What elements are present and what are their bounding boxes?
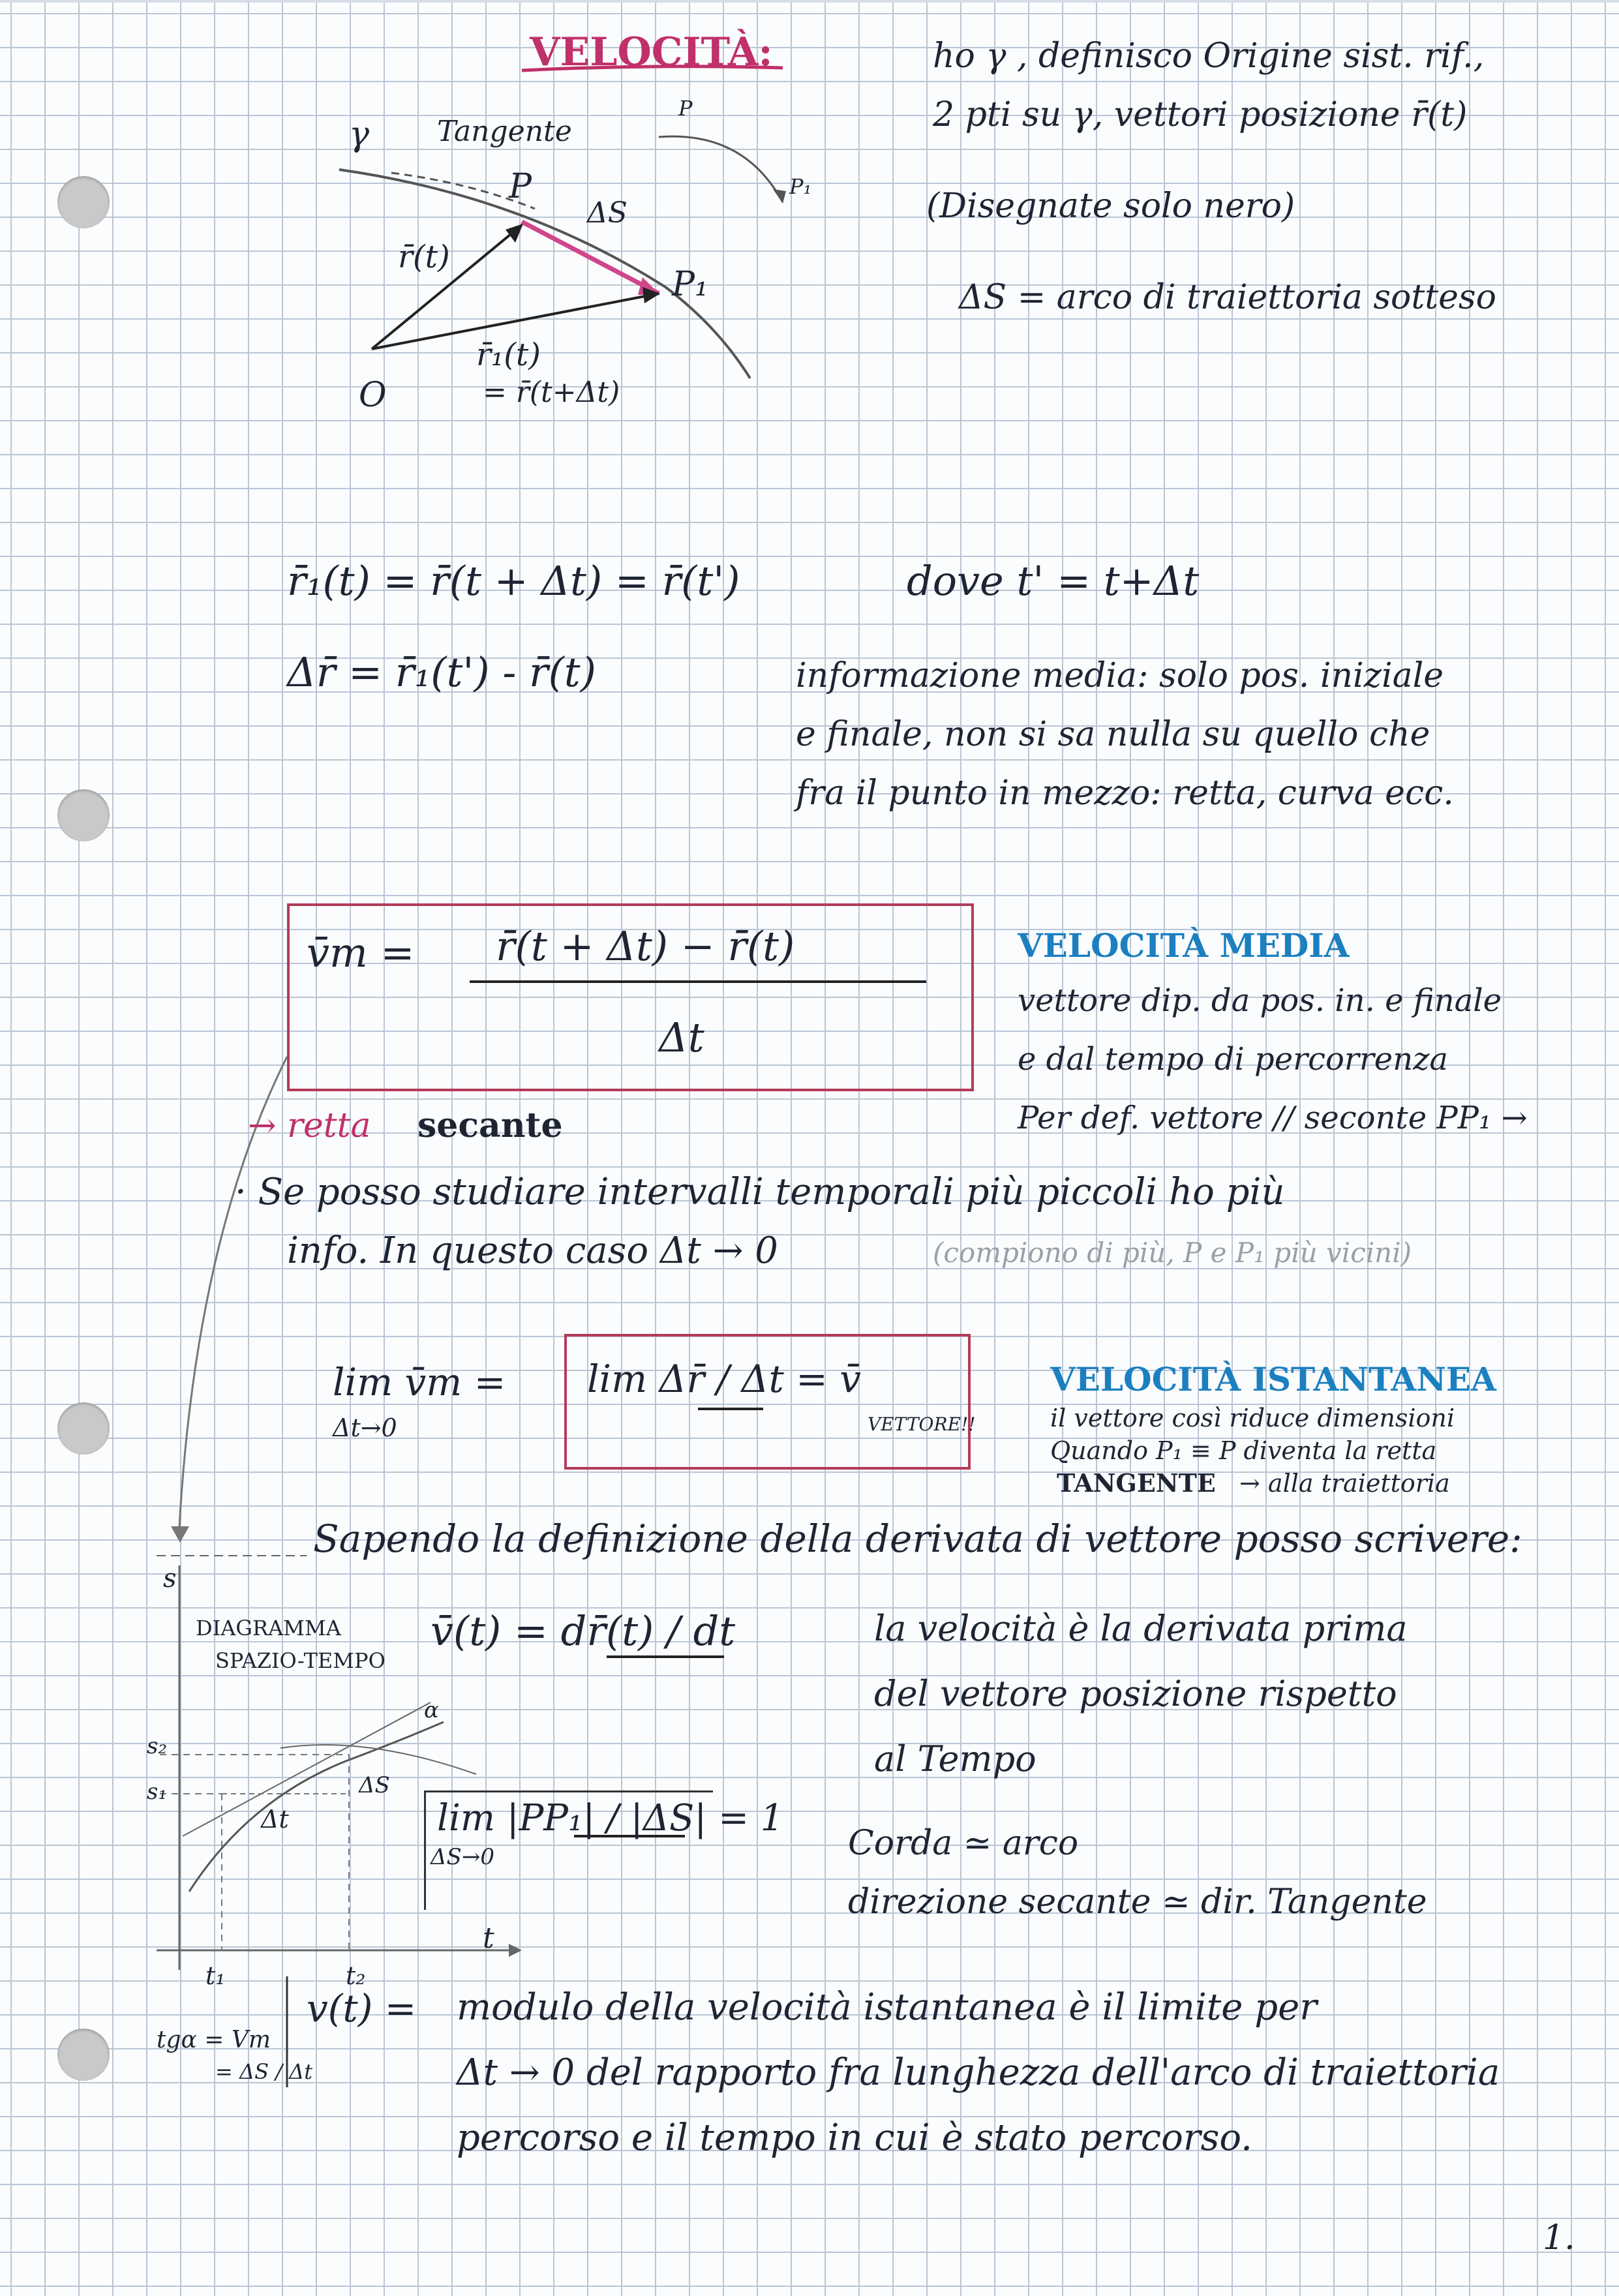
note-top-2: 2 pti su γ, vettori posizione r̄(t) xyxy=(933,95,1468,134)
limit-rhs: lim Δr̄ / Δt = v̄ xyxy=(587,1357,861,1401)
chord-limit-equation: lim |PP₁| / |ΔS| = 1 xyxy=(437,1797,784,1839)
secant-label: secante xyxy=(417,1106,563,1145)
graph-title-2: SPAZIO-TEMPO xyxy=(215,1648,386,1673)
instant-velocity-desc-1: il vettore così riduce dimensioni xyxy=(1050,1404,1455,1432)
mean-velocity-desc-3: Per def. vettore // seconte PP₁ → xyxy=(1018,1100,1528,1136)
instant-velocity-box xyxy=(564,1334,971,1470)
origin-label: O xyxy=(359,376,387,415)
derivative-desc-3: al Tempo xyxy=(874,1738,1036,1779)
derivative-equation: v̄(t) = dr̄(t) / dt xyxy=(431,1607,736,1655)
chord-note-2: direzione secante ≃ dir. Tangente xyxy=(848,1882,1427,1922)
note-top-4: ΔS = arco di traiettoria sotteso xyxy=(959,278,1496,317)
mean-velocity-numerator: r̄(t + Δt) − r̄(t) xyxy=(496,922,795,970)
graph-t1-label: t₁ xyxy=(205,1961,226,1990)
graph-s2-label: s₂ xyxy=(147,1733,168,1759)
delta-s-label: ΔS xyxy=(587,196,628,230)
instant-velocity-desc-3: → alla traiettoria xyxy=(1239,1469,1450,1498)
bullet-line-1: · Se posso studiare intervalli temporali più piccoli ho più xyxy=(235,1171,1285,1213)
r1-t-label: r̄₁(t) xyxy=(476,337,541,373)
equation-1-note: dove t' = t+Δt xyxy=(907,557,1200,605)
modulus-lhs: v(t) = xyxy=(307,1986,417,2031)
mean-velocity-desc-2: e dal tempo di percorrenza xyxy=(1018,1041,1449,1078)
derivative-desc-1: la velocità è la derivata prima xyxy=(874,1608,1408,1649)
inset-p1-label: P₁ xyxy=(789,174,812,199)
tg-alpha-ratio: = ΔS / Δt xyxy=(215,2059,313,2084)
bullet-line-2: info. In questo caso Δt → 0 xyxy=(287,1230,778,1272)
graph-s1-label: s₁ xyxy=(147,1779,168,1805)
modulus-line-2: Δt → 0 del rapporto fra lunghezza dell'arco di traiettoria xyxy=(457,2051,1500,2094)
graph-delta-t-label: Δt xyxy=(261,1805,289,1834)
mean-velocity-lhs: v̄m = xyxy=(307,929,415,976)
equation-1: r̄₁(t) = r̄(t + Δt) = r̄(t') xyxy=(287,557,740,605)
limit-subscript: Δt→0 xyxy=(333,1413,397,1442)
graph-t2-label: t₂ xyxy=(346,1961,366,1990)
limit-lhs: lim v̄m = xyxy=(333,1360,506,1404)
derivative-desc-2: del vettore posizione rispetto xyxy=(874,1673,1397,1714)
modulus-line-3: percorso e il tempo in cui è stato percorso. xyxy=(457,2117,1252,2159)
vector-note: VETTORE!! xyxy=(868,1413,976,1435)
note-top-1: ho γ , definisco Origine sist. rif., xyxy=(933,37,1485,76)
instant-velocity-heading: VELOCITÀ ISTANTANEA xyxy=(1050,1360,1496,1398)
tg-alpha-label: tgα = Vm xyxy=(157,2027,271,2053)
graph-y-axis-label: s xyxy=(163,1563,177,1594)
secant-arrow-label: → retta xyxy=(248,1106,371,1145)
page-number: 1. xyxy=(1543,2218,1575,2258)
graph-alpha-label: α xyxy=(424,1697,439,1723)
equation-2-note-2: e finale, non si sa nulla su quello che xyxy=(796,715,1430,754)
equation-2-note-3: fra il punto in mezzo: retta, curva ecc. xyxy=(796,774,1454,813)
page-title: VELOCITÀ: xyxy=(530,29,773,75)
chord-note-1: Corda ≃ arco xyxy=(848,1824,1079,1863)
r-t-dt-label: = r̄(t+Δt) xyxy=(483,376,620,409)
chord-limit-subscript: ΔS→0 xyxy=(431,1844,494,1870)
modulus-line-1: modulo della velocità istantanea è il limite per xyxy=(457,1986,1318,2029)
graph-x-axis-label: t xyxy=(483,1922,494,1955)
derivative-intro: Sapendo la definizione della derivata di vettore posso scrivere: xyxy=(313,1517,1522,1561)
instant-velocity-desc-2: Quando P₁ ≡ P diventa la retta xyxy=(1050,1436,1437,1465)
point-p1-label: P₁ xyxy=(672,265,708,304)
equation-2-note-1: informazione media: solo pos. iniziale xyxy=(796,656,1444,695)
note-top-3: (Disegnate solo nero) xyxy=(926,187,1295,226)
mean-velocity-denominator: Δt xyxy=(659,1014,704,1061)
mean-velocity-heading: VELOCITÀ MEDIA xyxy=(1018,926,1350,965)
r-t-label: r̄(t) xyxy=(398,239,450,275)
point-p-label: P xyxy=(509,167,532,206)
gamma-label: γ xyxy=(349,115,370,154)
tangent-label: Tangente xyxy=(437,115,572,148)
inset-p-label: P xyxy=(678,96,693,121)
mean-velocity-desc-1: vettore dip. da pos. in. e finale xyxy=(1018,982,1502,1019)
equation-2: Δr̄ = r̄₁(t') - r̄(t) xyxy=(287,648,596,696)
bullet-line-2-note: (compiono di più, P e P₁ più vicini) xyxy=(933,1237,1412,1269)
tangent-bold-label: TANGENTE xyxy=(1057,1468,1216,1498)
graph-title-1: DIAGRAMMA xyxy=(196,1616,341,1640)
graph-delta-s-label: ΔS xyxy=(359,1772,390,1798)
